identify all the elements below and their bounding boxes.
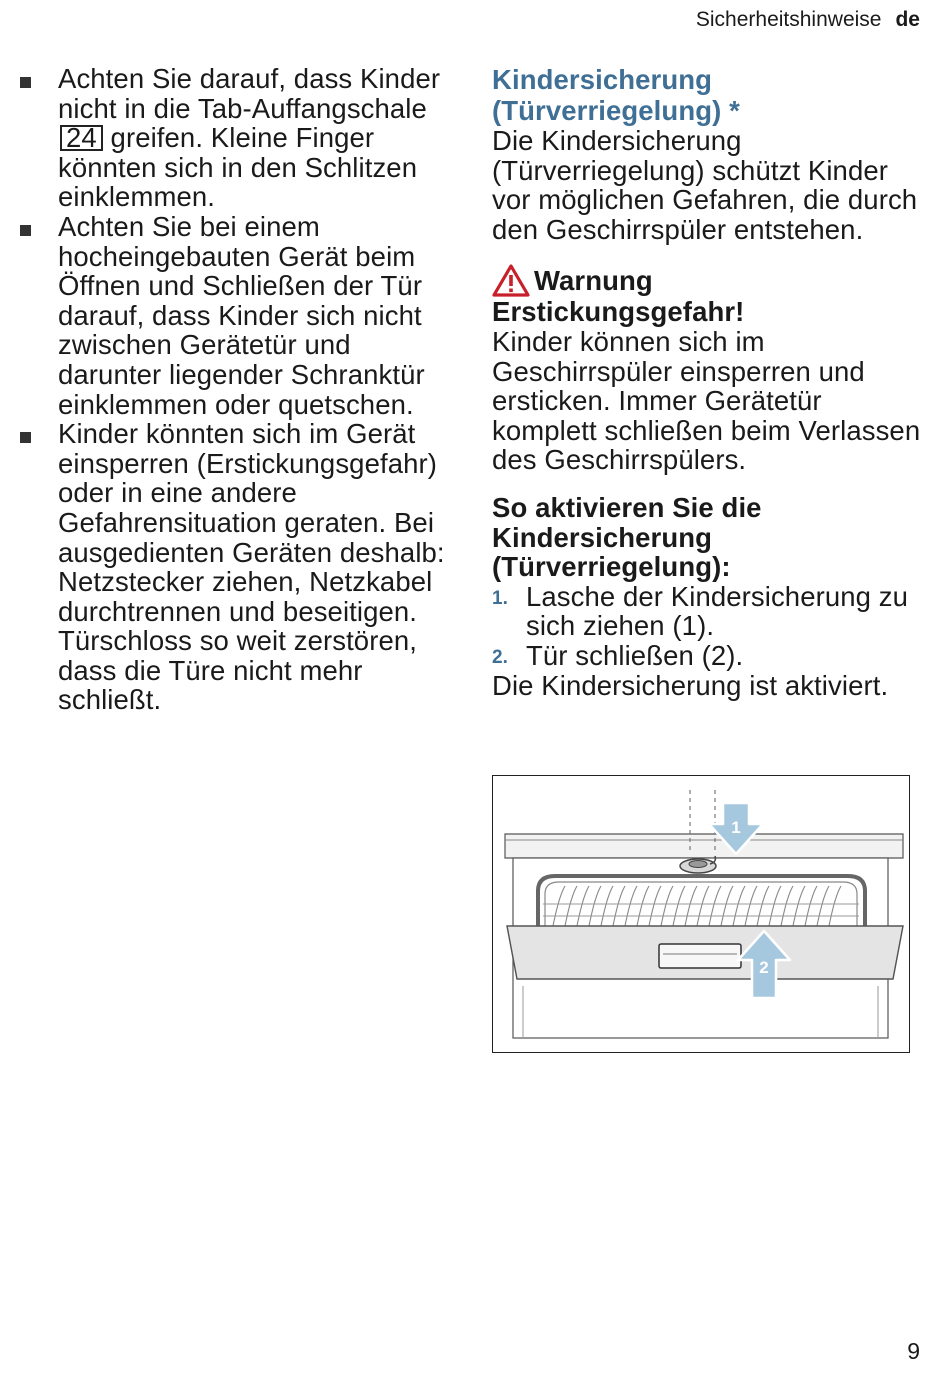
warning-triangle-icon xyxy=(492,264,530,297)
bullet-text-before-ref: Achten Sie darauf, dass Kinder nicht in die Tab-Auffangschale xyxy=(58,63,441,124)
intro-paragraph: Die Kindersicherung (Türverriegelung) schützt Kinder vor möglichen Gefahren, die durch den Geschirrspüler entstehen. xyxy=(492,125,918,245)
steps-title: So aktivieren Sie die Kindersicherung (Türverriegelung): xyxy=(492,491,762,583)
bullet-square-icon xyxy=(20,432,31,443)
step-text: Lasche der Kindersicherung zu sich ziehen (1). xyxy=(526,580,909,642)
bullet-square-icon xyxy=(20,225,31,236)
dishwasher-illustration xyxy=(492,775,910,1053)
step-item xyxy=(492,582,922,641)
left-column xyxy=(18,64,458,715)
bullet-text: Kinder könnten sich im Gerät einsperren (Erstickungsgefahr) oder in eine andere Gefahrensituation geraten. Bei ausgedienten Geräten deshalb: Netzstecker ziehen, Netzkabel durchtrennen und beseitigen. Türschloss so weit zerstören, dass die Türe nicht mehr schließt. xyxy=(58,418,445,716)
bullet-text-after-ref: greifen. Kleine Finger könnten sich in den Schlitzen einklemmen. xyxy=(58,122,418,213)
section-heading: Kindersicherung (Türverriegelung) * xyxy=(492,64,740,126)
safety-bullet-list xyxy=(18,64,458,715)
right-column xyxy=(492,64,922,700)
bullet-item xyxy=(18,419,458,715)
bullet-item xyxy=(18,64,458,212)
section-title: Sicherheitshinweise xyxy=(695,8,882,31)
step-number: 2. xyxy=(492,646,509,668)
arrow-label-2: 2 xyxy=(759,958,769,977)
arrow-label-1: 1 xyxy=(731,818,741,837)
warning-label: Warnung xyxy=(534,265,653,297)
step-number: 1. xyxy=(492,587,509,609)
bullet-item xyxy=(18,212,458,419)
warning-heading xyxy=(492,264,922,297)
page-number: 9 xyxy=(907,1338,920,1364)
warning-headline: Erstickungsgefahr! xyxy=(492,296,745,328)
steps-list xyxy=(492,582,922,671)
result-text: Die Kindersicherung ist aktiviert. xyxy=(492,669,889,701)
dishwasher-drawing xyxy=(493,776,908,1051)
page-header xyxy=(696,8,920,32)
language-code: de xyxy=(895,8,920,31)
warning-text: Kinder können sich im Geschirrspüler einsperren und ersticken. Immer Gerätetür komplett schließen beim Verlassen des Geschirrspülers. xyxy=(492,325,921,476)
step-item xyxy=(492,641,922,671)
bullet-square-icon xyxy=(20,77,31,88)
step-text: Tür schließen (2). xyxy=(526,639,744,671)
bullet-text: Achten Sie bei einem hocheingebauten Gerät beim Öffnen und Schließen der Tür darauf, dass Kinder sich nicht zwischen Gerätetür und darunter liegender Schranktür einklemmen oder quetschen. xyxy=(58,210,425,420)
reference-number-box: 24 xyxy=(60,125,103,151)
